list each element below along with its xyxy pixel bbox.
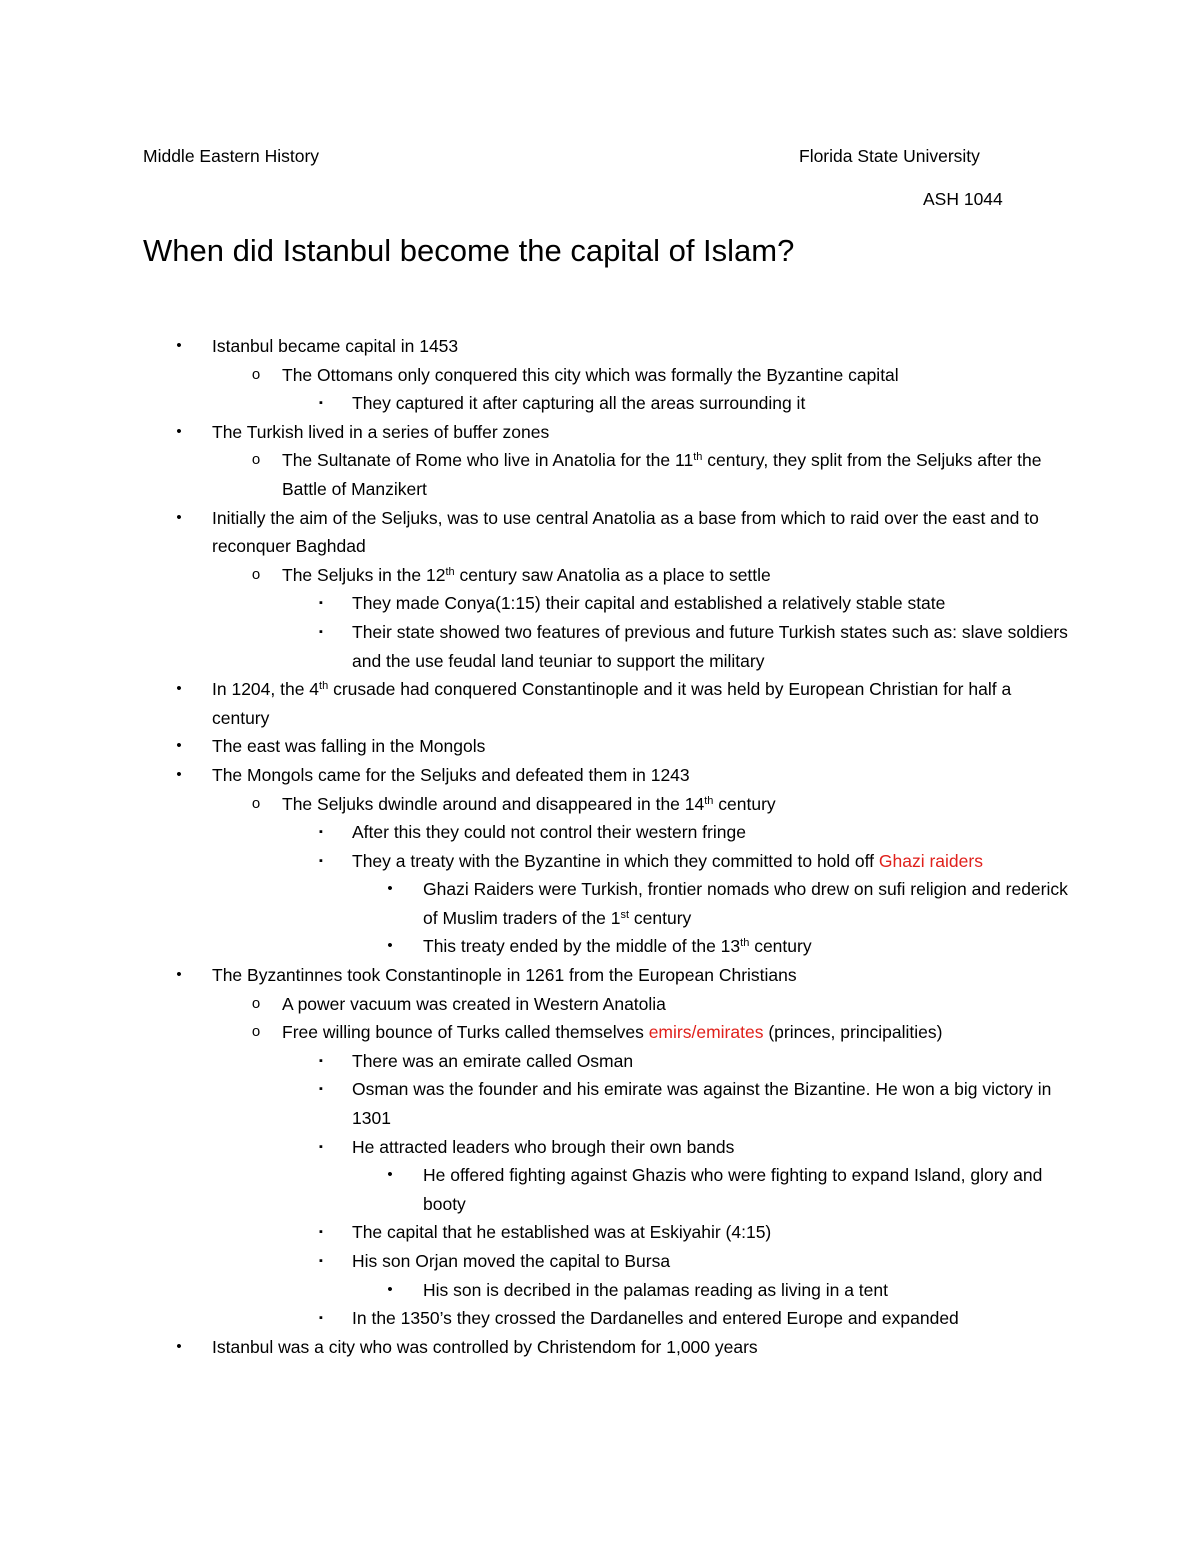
list-item: • This treaty ended by the middle of the 13th century (0, 932, 1073, 961)
list-item: ▪ There was an emirate called Osman (0, 1047, 1072, 1076)
disc-bullet-icon: • (176, 765, 182, 783)
university-name: Florida State University (799, 146, 980, 166)
list-item: ▪ After this they could not control their western fringe (0, 818, 1072, 847)
disc-bullet-icon: • (387, 1166, 393, 1184)
list-item: • Ghazi Raiders were Turkish, frontier nomads who drew on sufi religion and rederick of Muslim traders of the 1st century (0, 875, 1073, 932)
list-item: ▪ They captured it after capturing all the areas surrounding it (0, 389, 1072, 418)
list-item: o The Seljuks in the 12th century saw Anatolia as a place to settle (0, 561, 1072, 590)
list-item: ▪ The capital that he established was at Eskiyahir (4:15) (0, 1218, 1072, 1247)
disc-bullet-icon: • (176, 422, 182, 440)
disc-bullet-icon: • (176, 680, 182, 698)
list-item: o The Sultanate of Rome who live in Anatolia for the 11th century, they split from the Seljuks after the Battle of Manzikert (0, 446, 1072, 503)
bullet-outline (0, 332, 1200, 1361)
square-bullet-icon: ▪ (319, 854, 323, 867)
disc-bullet-icon: • (387, 937, 393, 955)
circle-bullet-icon: o (251, 994, 261, 1012)
page-title: When did Istanbul become the capital of Islam? (143, 233, 795, 268)
highlighted-term: emirs/emirates (648, 1022, 764, 1043)
list-item: ▪ His son Orjan moved the capital to Bursa (0, 1247, 1072, 1276)
list-item: o The Ottomans only conquered this city which was formally the Byzantine capital (0, 361, 1072, 390)
square-bullet-icon: ▪ (319, 597, 323, 610)
list-item: ▪ In the 1350’s they crossed the Dardanelles and entered Europe and expanded (0, 1304, 1072, 1333)
list-item: • The east was falling in the Mongols (0, 732, 1072, 761)
course-name: Middle Eastern History (143, 146, 320, 166)
circle-bullet-icon: o (251, 794, 261, 812)
square-bullet-icon: ▪ (319, 1054, 323, 1067)
list-item: • In 1204, the 4th crusade had conquered Constantinople and it was held by European Christian for half a century (0, 675, 1072, 732)
list-item: • Istanbul became capital in 1453 (0, 332, 1072, 361)
list-item: • The Mongols came for the Seljuks and defeated them in 1243 (0, 761, 1072, 790)
disc-bullet-icon: • (387, 1280, 393, 1298)
square-bullet-icon: ▪ (319, 826, 323, 839)
list-item: • Initially the aim of the Seljuks, was to use central Anatolia as a base from which to raid over the east and to reconquer Baghdad (0, 504, 1072, 561)
list-item: • His son is decribed in the palamas reading as living in a tent (0, 1276, 1073, 1305)
list-item: ▪ They a treaty with the Byzantine in which they committed to hold off Ghazi raiders (0, 847, 1072, 876)
square-bullet-icon: ▪ (319, 1255, 323, 1267)
square-bullet-icon: ▪ (319, 1140, 323, 1153)
square-bullet-icon: ▪ (319, 1226, 323, 1239)
circle-bullet-icon: o (251, 1023, 261, 1041)
list-item: o Free willing bounce of Turks called themselves emirs/emirates (princes, principalities) (0, 1018, 1072, 1047)
list-item: ▪ They made Conya(1:15) their capital and established a relatively stable state (0, 589, 1072, 618)
disc-bullet-icon: • (176, 508, 182, 526)
list-item: • Istanbul was a city who was controlled by Christendom for 1,000 years (0, 1333, 1072, 1362)
list-item: • The Turkish lived in a series of buffer zones (0, 418, 1072, 447)
list-item: ▪ Their state showed two features of previous and future Turkish states such as: slave soldiers and the use feudal land teuniar to support the military (0, 618, 1072, 675)
highlighted-term: Ghazi raiders (878, 850, 983, 871)
square-bullet-icon: ▪ (319, 397, 323, 410)
list-item: ▪ He attracted leaders who brough their own bands (0, 1133, 1072, 1162)
square-bullet-icon: ▪ (319, 1083, 323, 1096)
square-bullet-icon: ▪ (319, 625, 323, 638)
square-bullet-icon: ▪ (319, 1312, 323, 1325)
circle-bullet-icon: o (251, 565, 261, 583)
list-item: o A power vacuum was created in Western Anatolia (0, 990, 1072, 1019)
circle-bullet-icon: o (251, 365, 261, 383)
circle-bullet-icon: o (251, 451, 261, 469)
disc-bullet-icon: • (176, 1337, 182, 1355)
list-item: • He offered fighting against Ghazis who were fighting to expand Island, glory and booty (0, 1161, 1073, 1218)
course-code: ASH 1044 (923, 189, 1003, 209)
list-item: • The Byzantinnes took Constantinople in 1261 from the European Christians (0, 961, 1072, 990)
disc-bullet-icon: • (176, 737, 182, 755)
disc-bullet-icon: • (176, 337, 182, 354)
list-item: o The Seljuks dwindle around and disappeared in the 14th century (0, 790, 1072, 819)
list-item: ▪ Osman was the founder and his emirate was against the Bizantine. He won a big victory in 1301 (0, 1075, 1072, 1132)
disc-bullet-icon: • (387, 880, 393, 898)
disc-bullet-icon: • (176, 966, 182, 984)
